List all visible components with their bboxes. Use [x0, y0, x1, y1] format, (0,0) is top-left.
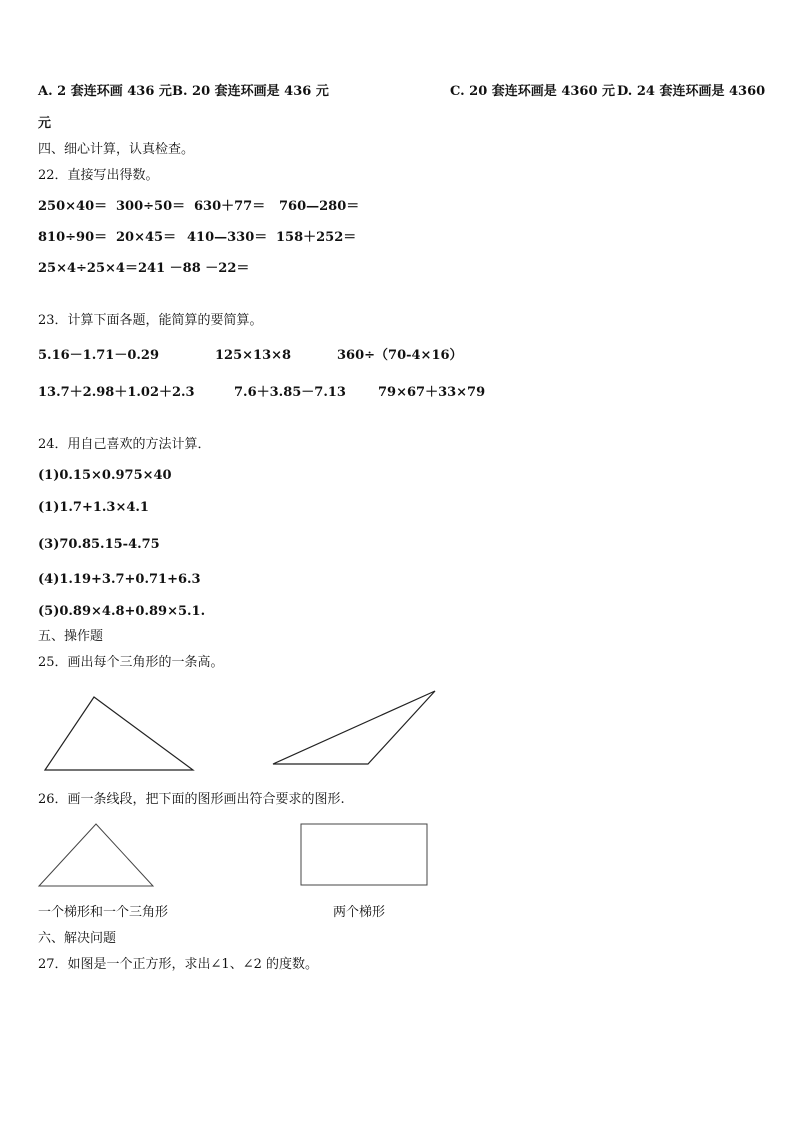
section-6-heading: 六、解决问题 [38, 931, 117, 946]
q26-caption-right: 两个梯形 [333, 905, 386, 920]
q22-r3-c2: 241 －88 －22＝ [138, 261, 250, 276]
q22-r2-c4: 158＋252＝ [276, 230, 357, 245]
q26-caption-left: 一个梯形和一个三角形 [38, 905, 169, 920]
q22-r2-c2: 20×45＝ [116, 230, 177, 245]
q22-r3-c1: 25×4÷25×4＝ [38, 261, 138, 276]
q27-title: 27．如图是一个正方形，求出∠1、∠2 的度数。 [38, 957, 319, 972]
q22-r1-c3: 630＋77＝ [194, 199, 266, 214]
q23-r1-c1: 5.16－1.71－0.29 [38, 348, 159, 363]
q26-title: 26．画一条线段，把下面的图形画出符合要求的图形. [38, 792, 345, 807]
q23-r2-c3: 79×67＋33×79 [378, 385, 486, 400]
option-d-continued: 元 [38, 116, 52, 131]
q23-r1-c3: 360÷（70-4×16） [337, 348, 463, 363]
q22-r1-c2: 300÷50＝ [116, 199, 186, 214]
q24-item-5: (5)0.89×4.8+0.89×5.1. [38, 604, 206, 619]
option-b: B. 20 套连环画是 436 元 [172, 84, 329, 99]
section-5-heading: 五、操作题 [38, 629, 104, 644]
q22-r2-c1: 810÷90＝ [38, 230, 108, 245]
q25-title: 25．画出每个三角形的一条高。 [38, 655, 224, 670]
q23-title: 23．计算下面各题，能简算的要简算。 [38, 313, 263, 328]
q24-item-1: (1)0.15×0.975×40 [38, 468, 172, 483]
q22-r1-c1: 250×40＝ [38, 199, 108, 214]
q22-r2-c3: 410—330＝ [187, 230, 268, 245]
option-c: C. 20 套连环画是 4360 元 [450, 84, 616, 99]
q23-r1-c2: 125×13×8 [215, 348, 292, 363]
q23-r2-c1: 13.7＋2.98＋1.02＋2.3 [38, 385, 195, 400]
q24-title: 24．用自己喜欢的方法计算． [38, 437, 211, 452]
q24-item-3: (3)70.85.15-4.75 [38, 537, 160, 552]
q24-item-2: (1)1.7+1.3×4.1 [38, 500, 149, 515]
q23-r2-c2: 7.6＋3.85－7.13 [234, 385, 346, 400]
q24-item-4: (4)1.19+3.7+0.71+6.3 [38, 572, 201, 587]
q22-title: 22．直接写出得数。 [38, 168, 159, 183]
section-4-heading: 四、细心计算，认真检查。 [38, 142, 195, 157]
option-d: D. 24 套连环画是 4360 [617, 84, 766, 99]
option-a: A. 2 套连环画 436 元 [38, 84, 172, 99]
q22-r1-c4: 760—280＝ [279, 199, 360, 214]
